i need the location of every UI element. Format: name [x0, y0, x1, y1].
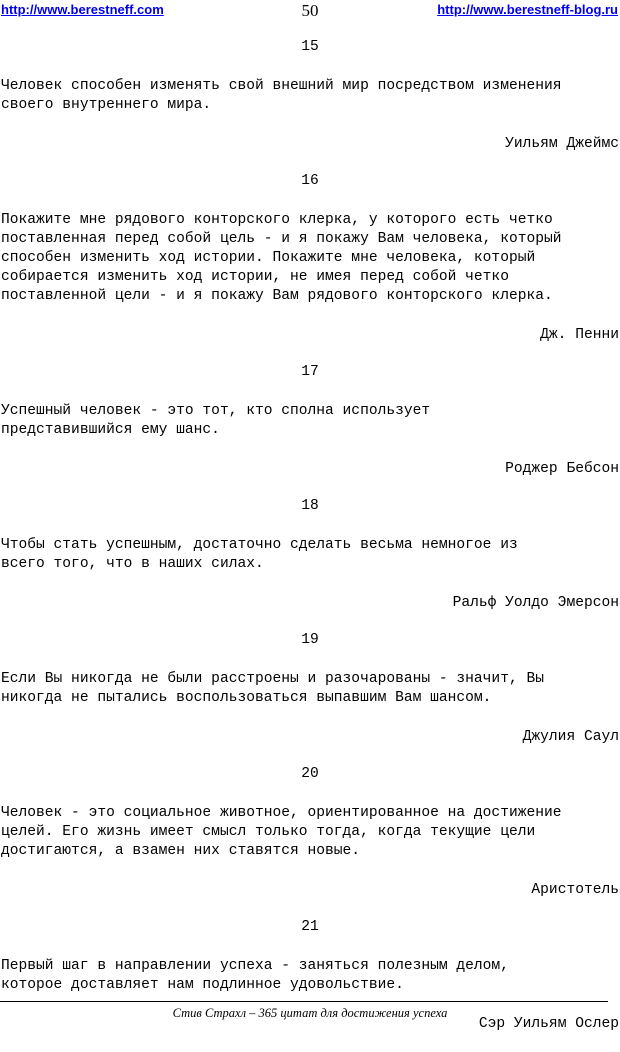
quote-18: [1, 497, 619, 613]
header-link-left[interactable]: http://www.berestneff.com: [1, 2, 164, 17]
quote-text: Покажите мне рядового конторского клерка, у которого есть четко поставленная перед собой цель - и я покажу Вам человека, который способен изменить ход истории. Покажите мне человека, который собирается изменить ход истории, не имея перед собой четко поставленной цели - и я покажу Вам рядового конторского клерка.: [1, 212, 562, 304]
page-footer: Стив Страхл – 365 цитат для достижения успеха: [172, 1006, 448, 1020]
quote-16: [1, 172, 619, 345]
quote-text: Если Вы никогда не были расстроены и разочарованы - значит, Вы никогда не пытались воспользоваться выпавшим Вам шансом.: [1, 671, 544, 706]
quote-number: 17: [301, 364, 319, 380]
quote-number: 15: [301, 39, 319, 55]
quote-author: Уильям Джеймс: [505, 136, 619, 152]
quote-text: Первый шаг в направлении успеха - заняться полезным делом, которое доставляет нам подлинное удовольствие.: [1, 958, 509, 993]
quote-19: [1, 631, 619, 747]
quote-author: Дж. Пенни: [540, 327, 619, 343]
quote-author: Джулия Саул: [522, 729, 619, 745]
quote-text: Человек способен изменять свой внешний мир посредством изменения своего внутреннего мира.: [1, 78, 562, 113]
quote-number: 18: [301, 498, 319, 514]
quote-17: [1, 363, 619, 479]
quote-text: Человек - это социальное животное, ориентированное на достижение целей. Его жизнь имеет смысл только тогда, когда текущие цели достигаются, а взамен них ставятся новые.: [1, 805, 562, 859]
quote-20: [1, 765, 619, 900]
quote-number: 21: [301, 919, 319, 935]
quote-author: Аристотель: [531, 882, 619, 898]
quote-15: [1, 38, 619, 154]
quote-author: Сэр Уильям Ослер: [478, 1016, 619, 1032]
header-link-right[interactable]: http://www.berestneff-blog.ru: [437, 2, 618, 17]
quote-list: [1, 38, 619, 1052]
quote-author: Ральф Уолдо Эмерсон: [452, 595, 619, 611]
footer-divider: [0, 1001, 608, 1002]
quote-author: Роджер Бебсон: [505, 461, 619, 477]
page-header: [0, 0, 620, 22]
quote-text: Успешный человек - это тот, кто сполна использует представившийся ему шанс.: [1, 403, 431, 438]
quote-number: 16: [301, 173, 319, 189]
quote-text: Чтобы стать успешным, достаточно сделать весьма немногое из всего того, что в наших силах.: [1, 537, 518, 572]
quote-number: 19: [301, 632, 319, 648]
page-number: 50: [301, 1, 319, 20]
quote-number: 20: [301, 766, 319, 782]
